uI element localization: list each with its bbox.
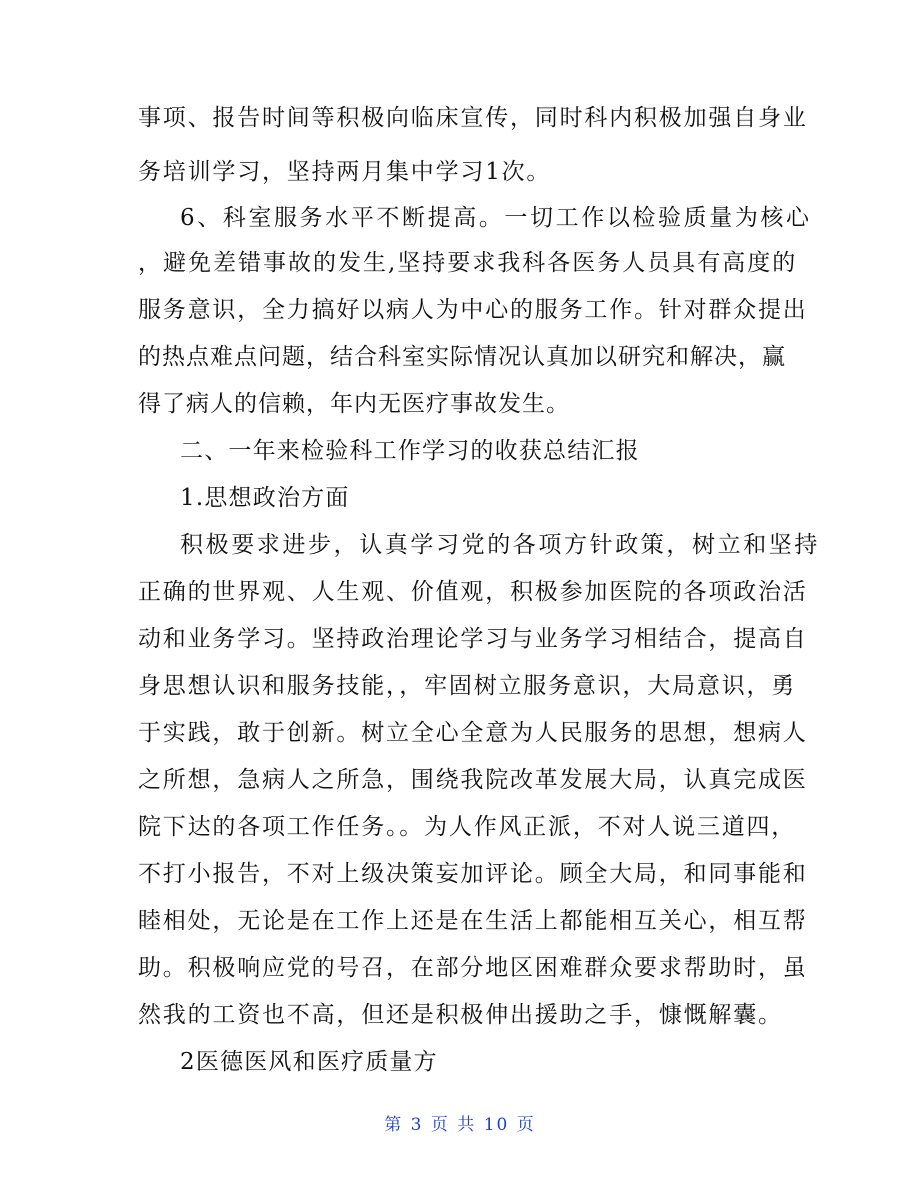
text-line: 身思想认识和服务技能，，牢固树立服务意识，大局意识，勇 xyxy=(138,673,797,699)
text-line: 事项、报告时间等积极向临床宣传，同时科内积极加强自身业 xyxy=(138,105,808,131)
text-line: 服务意识，全力搞好以病人为中心的服务工作。针对群众提出 xyxy=(138,297,808,323)
text-line: 动和业务学习。坚持政治理论学习与业务学习相结合，提高自 xyxy=(138,626,808,652)
text-line: 得了病人的信赖，年内无医疗事故发生。 xyxy=(138,391,570,417)
text-line: 之所想，急病人之所急，围绕我院改革发展大局，认真完成医 xyxy=(138,767,808,793)
text-line: 然我的工资也不高，但还是积极伸出援助之手，慷慨解囊。 xyxy=(138,1002,783,1028)
text-line: 助。积极响应党的号召，在部分地区困难群众要求帮助时，虽 xyxy=(138,955,808,981)
text-line: 睦相处，无论是在工作上还是在生活上都能相互关心，相互帮 xyxy=(138,908,808,934)
text-line: 积极要求进步，认真学习党的各项方针政策，树立和坚持 xyxy=(180,532,820,558)
text-line: 院下达的各项工作任务。。为人作风正派，不对人说三道四， xyxy=(138,814,797,840)
subsection-heading: 1.思想政治方面 xyxy=(180,485,350,511)
section-heading: 二、一年来检验科工作学习的收获总结汇报 xyxy=(180,438,640,464)
page-footer xyxy=(0,1110,920,1135)
text-line: 于实践，敢于创新。树立全心全意为人民服务的思想，想病人 xyxy=(138,720,808,746)
text-line: 正确的世界观、人生观、价值观，积极参加医院的各项政治活 xyxy=(138,579,808,605)
subsection-heading: 2医德医风和医疗质量方 xyxy=(180,1049,438,1075)
text-line: 6、科室服务水平不断提高。一切工作以检验质量为核心 xyxy=(180,205,812,231)
text-line: 不打小报告，不对上级决策妄加评论。顾全大局，和同事能和 xyxy=(138,861,808,887)
page-number-label: 第 3 页 共 10 页 xyxy=(384,1115,536,1135)
text-line: 务培训学习，坚持两月集中学习1次。 xyxy=(138,159,552,185)
text-line: 的热点难点问题，结合科室实际情况认真加以研究和解决，赢 xyxy=(138,344,786,370)
text-line: ，避免差错事故的发生,坚持要求我科各医务人员具有高度的 xyxy=(138,250,798,276)
